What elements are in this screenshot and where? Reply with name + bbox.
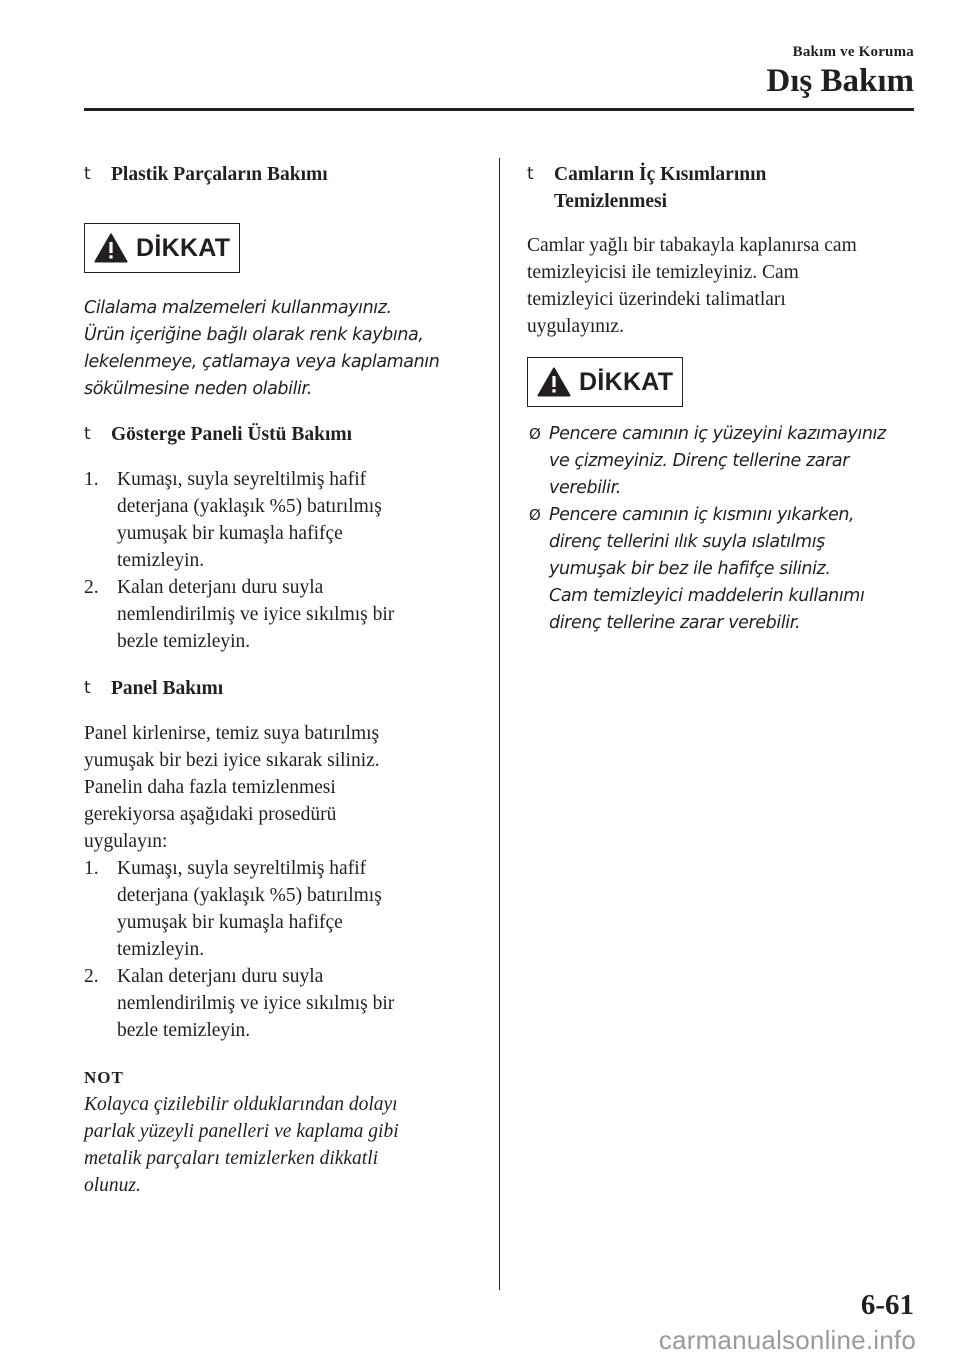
step-line: deterjana (yaklaşık %5) batırılmış	[117, 496, 382, 517]
step-line: bezle temizleyin.	[117, 631, 251, 652]
arrow-bullet-icon: Ø	[529, 425, 541, 443]
caution-line: verebilir.	[549, 478, 621, 498]
heading-text: Temizlenmesi	[554, 191, 668, 212]
step-number: 1.	[84, 469, 99, 490]
step-line: Kalan deterjanı duru suyla	[117, 966, 324, 987]
step-number: 1.	[84, 858, 99, 879]
list-item	[84, 963, 480, 1044]
caution-text-line: Ürün içeriğine bağlı olarak renk kaybına,	[84, 325, 424, 345]
list-item	[84, 574, 480, 655]
panel-steps	[84, 855, 480, 1044]
page-header	[766, 44, 914, 100]
panel-intro	[84, 720, 480, 855]
header-rule	[84, 108, 914, 111]
section-title: Dış Bakım	[766, 63, 914, 99]
arrow-bullet-icon: Ø	[529, 506, 541, 524]
note-label: NOT	[84, 1068, 124, 1087]
warning-triangle-icon	[94, 233, 128, 263]
section-bullet-icon: t	[84, 424, 91, 444]
step-line: yumuşak bir kumaşla hafifçe	[117, 912, 343, 933]
section-bullet-icon: t	[84, 678, 91, 698]
step-line: Kalan deterjanı duru suyla	[117, 577, 324, 598]
list-item	[527, 502, 919, 637]
step-line: Kumaşı, suyla seyreltilmiş hafif	[117, 469, 367, 490]
caution-text-line: lekelenmeye, çatlamaya veya kaplamanın	[84, 352, 440, 372]
column-divider	[499, 158, 500, 1290]
caution-box	[84, 223, 240, 273]
caution-line: yumuşak bir bez ile hafifçe siliniz.	[549, 559, 831, 579]
caution-label: DİKKAT	[136, 233, 231, 262]
step-line: temizleyin.	[117, 550, 205, 571]
body-line: temizleyicisi ile temizleyiniz. Cam	[527, 262, 799, 283]
step-line: nemlendirilmiş ve iyice sıkılmış bir	[117, 604, 395, 625]
caution-line: Pencere camının iç yüzeyini kazımayınız	[549, 424, 886, 444]
right-column	[527, 158, 919, 637]
note-line: Kolayca çizilebilir olduklarından dolayı	[84, 1094, 398, 1115]
step-line: nemlendirilmiş ve iyice sıkılmış bir	[117, 993, 395, 1014]
step-line: Kumaşı, suyla seyreltilmiş hafif	[117, 858, 367, 879]
body-line: uygulayın:	[84, 831, 168, 852]
caution-text-line: sökülmesine neden olabilir.	[84, 379, 312, 399]
caution-line: Pencere camının iç kısmını yıkarken,	[549, 505, 855, 525]
list-item	[84, 855, 480, 963]
glass-intro	[527, 232, 919, 340]
chapter-name: Bakım ve Koruma	[792, 44, 914, 60]
caution-line: direnç tellerini ılık suyla ıslatılmış	[549, 532, 825, 552]
note-block	[84, 1064, 480, 1199]
section-bullet-icon: t	[84, 164, 91, 184]
dashboard-steps	[84, 466, 480, 655]
heading-text: Camların İç Kısımlarının	[554, 164, 767, 185]
note-line: olunuz.	[84, 1175, 141, 1196]
step-number: 2.	[84, 577, 99, 598]
left-column	[84, 158, 480, 1199]
body-line: uygulayınız.	[527, 316, 624, 337]
caution-line: Cam temizleyici maddelerin kullanımı	[549, 586, 865, 606]
caution-box	[527, 357, 683, 407]
caution-line: ve çizmeyiniz. Direnç tellerine zarar	[549, 451, 850, 471]
step-line: temizleyin.	[117, 939, 205, 960]
step-line: bezle temizleyin.	[117, 1020, 251, 1041]
heading-text: Panel Bakımı	[111, 678, 224, 699]
heading-glass-interior	[527, 161, 919, 215]
body-line: Camlar yağlı bir tabakayla kaplanırsa cam	[527, 235, 857, 256]
caution-label: DİKKAT	[579, 367, 674, 396]
body-line: temizleyici üzerindeki talimatları	[527, 289, 786, 310]
body-line: gerekiyorsa aşağıdaki prosedürü	[84, 804, 337, 825]
section-bullet-icon: t	[527, 164, 534, 184]
caution-line: direnç tellerine zarar verebilir.	[549, 613, 801, 633]
step-number: 2.	[84, 966, 99, 987]
watermark: carmanualsonline.info	[658, 1325, 916, 1355]
heading-panel-care	[84, 675, 480, 702]
warning-triangle-icon	[537, 367, 571, 397]
page-number: 6-61	[860, 1289, 914, 1321]
note-line: parlak yüzeyli panelleri ve kaplama gibi	[84, 1121, 399, 1142]
caution-text-line: Cilalama malzemeleri kullanmayınız.	[84, 298, 392, 318]
body-line: yumuşak bir bezi iyice sıkarak siliniz.	[84, 750, 380, 771]
step-line: deterjana (yaklaşık %5) batırılmış	[117, 885, 382, 906]
heading-text: Gösterge Paneli Üstü Bakımı	[111, 424, 353, 445]
list-item	[527, 421, 919, 502]
note-line: metalik parçaları temizlerken dikkatli	[84, 1148, 379, 1169]
body-line: Panel kirlenirse, temiz suya batırılmış	[84, 723, 380, 744]
glass-caution-list	[527, 421, 919, 637]
heading-text: Plastik Parçaların Bakımı	[111, 164, 328, 185]
heading-dashboard-care	[84, 421, 480, 448]
heading-plastic-care	[84, 161, 480, 188]
list-item	[84, 466, 480, 574]
step-line: yumuşak bir kumaşla hafifçe	[117, 523, 343, 544]
body-line: Panelin daha fazla temizlenmesi	[84, 777, 336, 798]
